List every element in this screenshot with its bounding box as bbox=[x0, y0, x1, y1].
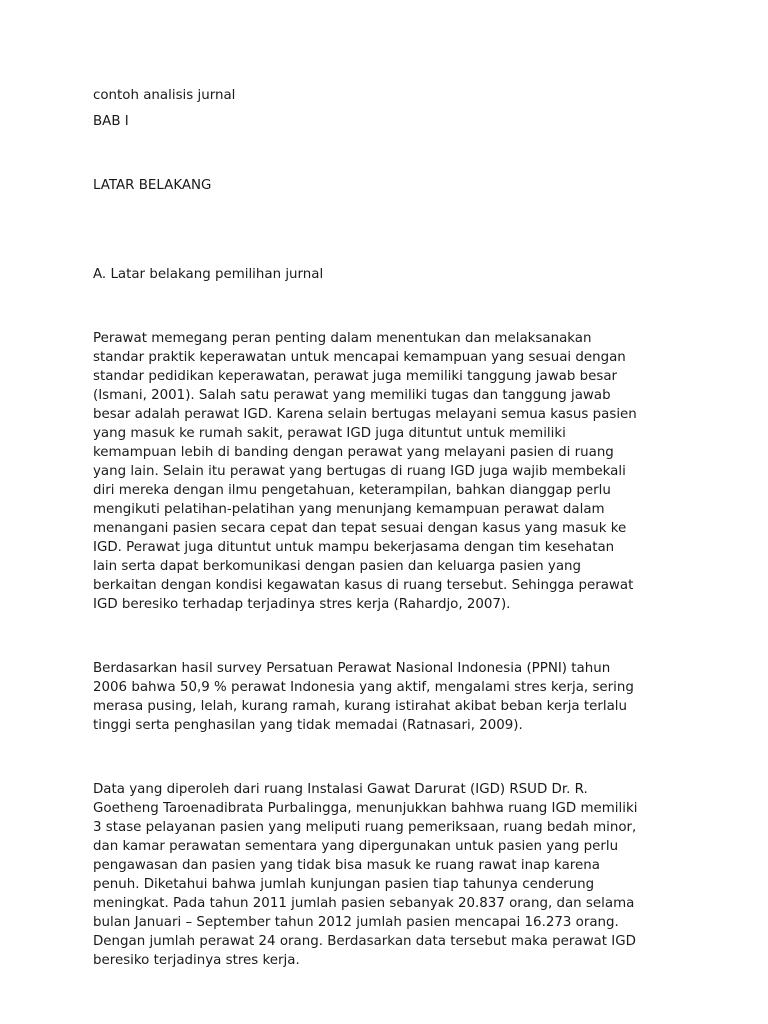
paragraph-line: standar pedidikan keperawatan, perawat juga memiliki tanggung jawab besar bbox=[93, 369, 618, 384]
paragraph-line: mengikuti pelatihan-pelatihan yang menunjang kemampuan perawat dalam bbox=[93, 502, 605, 517]
paragraph-line: diri mereka dengan ilmu pengetahuan, keterampilan, bahkan dianggap perlu bbox=[93, 483, 611, 498]
paragraph-line: meningkat. Pada tahun 2011 jumlah pasien sebanyak 20.837 orang, dan selama bbox=[93, 896, 635, 911]
paragraph-line: 2006 bahwa 50,9 % perawat Indonesia yang aktif, mengalami stres kerja, sering bbox=[93, 680, 634, 695]
paragraph-line: IGD beresiko terhadap terjadinya stres kerja (Rahardjo, 2007). bbox=[93, 597, 511, 612]
paragraph-line: Goetheng Taroenadibrata Purbalingga, menunjukkan bahhwa ruang IGD memiliki bbox=[93, 801, 638, 816]
paragraph-line: Dengan jumlah perawat 24 orang. Berdasarkan data tersebut maka perawat IGD bbox=[93, 934, 636, 949]
paragraph-line: 3 stase pelayanan pasien yang meliputi ruang pemeriksaan, ruang bedah minor, bbox=[93, 820, 637, 835]
chapter-label: BAB I bbox=[93, 114, 129, 129]
paragraph-line: penuh. Diketahui bahwa jumlah kunjungan pasien tiap tahunya cenderung bbox=[93, 877, 595, 892]
paragraph-line: yang lain. Selain itu perawat yang bertugas di ruang IGD juga wajib membekali bbox=[93, 464, 626, 479]
paragraph-line: besar adalah perawat IGD. Karena selain bertugas melayani semua kasus pasien bbox=[93, 407, 637, 422]
paragraph-2 bbox=[93, 659, 678, 735]
document-page bbox=[93, 86, 678, 970]
paragraph-3 bbox=[93, 780, 678, 970]
document-title: contoh analisis jurnal bbox=[93, 88, 236, 103]
paragraph-line: (Ismani, 2001). Salah satu perawat yang memiliki tugas dan tanggung jawab bbox=[93, 388, 611, 403]
paragraph-line: tinggi serta penghasilan yang tidak memadai (Ratnasari, 2009). bbox=[93, 718, 523, 733]
paragraph-line: lain serta dapat berkomunikasi dengan pasien dan keluarga pasien yang bbox=[93, 559, 582, 574]
paragraph-line: merasa pusing, lelah, kurang ramah, kurang istirahat akibat beban kerja terlalu bbox=[93, 699, 628, 714]
section-heading: LATAR BELAKANG bbox=[93, 178, 212, 193]
paragraph-line: standar praktik keperawatan untuk mencapai kemampuan yang sesuai dengan bbox=[93, 350, 626, 365]
paragraph-line: Perawat memegang peran penting dalam menentukan dan melaksanakan bbox=[93, 331, 592, 346]
paragraph-line: beresiko terjadinya stres kerja. bbox=[93, 953, 300, 968]
paragraph-line: Data yang diperoleh dari ruang Instalasi Gawat Darurat (IGD) RSUD Dr. R. bbox=[93, 782, 588, 797]
paragraph-line: menangani pasien secara cepat dan tepat sesuai dengan kasus yang masuk ke bbox=[93, 521, 627, 536]
paragraph-line: dan kamar perawatan sementara yang dipergunakan untuk pasien yang perlu bbox=[93, 839, 619, 854]
paragraph-line: yang masuk ke rumah sakit, perawat IGD juga dituntut untuk memiliki bbox=[93, 426, 566, 441]
paragraph-line: pengawasan dan pasien yang tidak bisa masuk ke ruang rawat inap karena bbox=[93, 858, 600, 873]
paragraph-1 bbox=[93, 329, 678, 614]
paragraph-line: kemampuan lebih di banding dengan perawat yang melayani pasien di ruang bbox=[93, 445, 614, 460]
paragraph-line: berkaitan dengan kondisi kegawatan kasus di ruang tersebut. Sehingga perawat bbox=[93, 578, 634, 593]
paragraph-line: bulan Januari – September tahun 2012 jumlah pasien mencapai 16.273 orang. bbox=[93, 915, 619, 930]
subsection-heading: A. Latar belakang pemilihan jurnal bbox=[93, 267, 324, 282]
paragraph-line: IGD. Perawat juga dituntut untuk mampu bekerjasama dengan tim kesehatan bbox=[93, 540, 615, 555]
paragraph-line: Berdasarkan hasil survey Persatuan Perawat Nasional Indonesia (PPNI) tahun bbox=[93, 661, 611, 676]
